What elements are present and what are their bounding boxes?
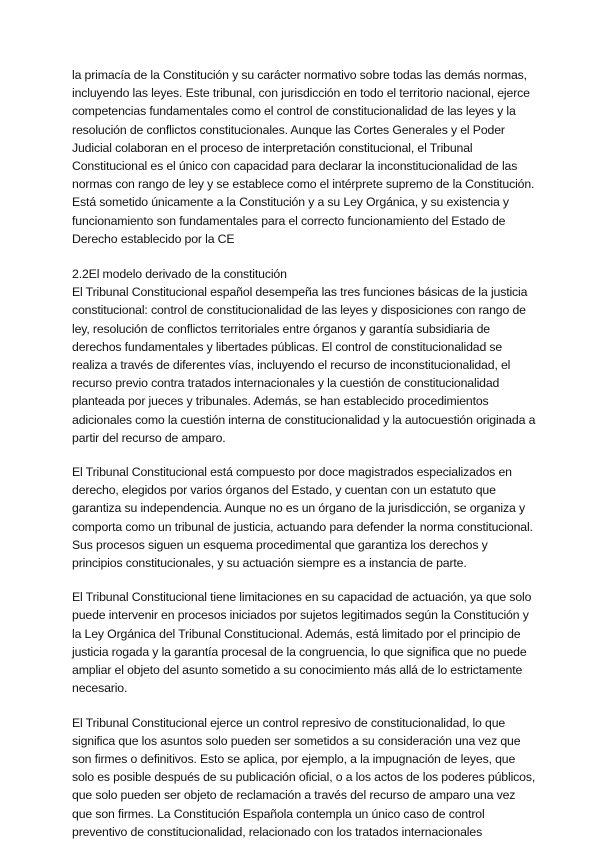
- section-paragraph-4: El Tribunal Constitucional ejerce un control represivo de constitucionalidad, lo que significa que los asuntos solo pueden ser sometidos a su consideración una vez que son firmes o definitivos. Esto se aplica, por ejemplo, a la impugnación de leyes, que solo es posible después de su publicación oficial, o a los actos de los poderes públicos, que solo pueden ser objeto de reclamación a través del recurso de amparo una vez que son firmes. La Constitución Española contempla un único caso de control preventivo de constitucionalidad, relacionado con los tratados internacionales: [72, 715, 536, 839]
- section-heading: 2.2El modelo derivado de la constitución: [72, 267, 287, 282]
- document-body: [72, 66, 538, 857]
- section-paragraph-3: El Tribunal Constitucional tiene limitaciones en su capacidad de actuación, ya que solo puede intervenir en procesos iniciados por sujetos legitimados según la Constitución y la Ley Orgánica del Tribunal Constitucional. Además, está limitado por el principio de justicia rogada y la garantía procesal de la congruencia, lo que significa que no puede ampliar el objeto del asunto sometido a su conocimiento más allá de lo estrictamente necesario.: [72, 590, 532, 696]
- intro-paragraph: la primacía de la Constitución y su carácter normativo sobre todas las demás normas, incluyendo las leyes. Este tribunal, con jurisdicción en todo el territorio nacional, ejerce competencias fundamentales como el control de constitucionalidad de las leyes y la resolución de conflictos constitucionales. Aunque las Cortes Generales y el Poder Judicial colaboran en el proceso de interpretación constitucional, el Tribunal Constitucional es el único con capacidad para declarar la inconstitucionalidad de las normas con rango de ley y se establece como el intérprete supremo de la Constitución. Está sometido únicamente a la Constitución y a su Ley Orgánica, y su existencia y funcionamiento son fundamentales para el correcto funcionamiento del Estado de Derecho establecido por la CE: [72, 68, 535, 246]
- section-paragraph-2: El Tribunal Constitucional está compuesto por doce magistrados especializados en derecho, elegidos por varios órganos del Estado, y cuentan con un estatuto que garantiza su independencia. Aunque no es un órgano de la jurisdicción, se organiza y comporta como un tribunal de justicia, actuando para defender la norma constitucional. Sus procesos siguen un esquema procedimental que garantiza los derechos y principios constitucionales, y su actuación siempre es a instancia de parte.: [72, 465, 533, 571]
- section-paragraph-1: El Tribunal Constitucional español desempeña las tres funciones básicas de la justicia constitucional: control de constitucionalidad de las leyes y disposiciones con rango de ley, resolución de conflictos territoriales entre órganos y garantía subsidiaria de derechos fundamentales y libertades públicas. El control de constitucionalidad se realiza a través de diferentes vías, incluyendo el recurso de inconstitucionalidad, el recurso previo contra tratados internacionales y la cuestión de constitucionalidad planteada por jueces y tribunales. Además, se han establecido procedimientos adicionales como la cuestión interna de constitucionalidad y la autocuestión originada a partir del recurso de amparo.: [72, 285, 536, 445]
